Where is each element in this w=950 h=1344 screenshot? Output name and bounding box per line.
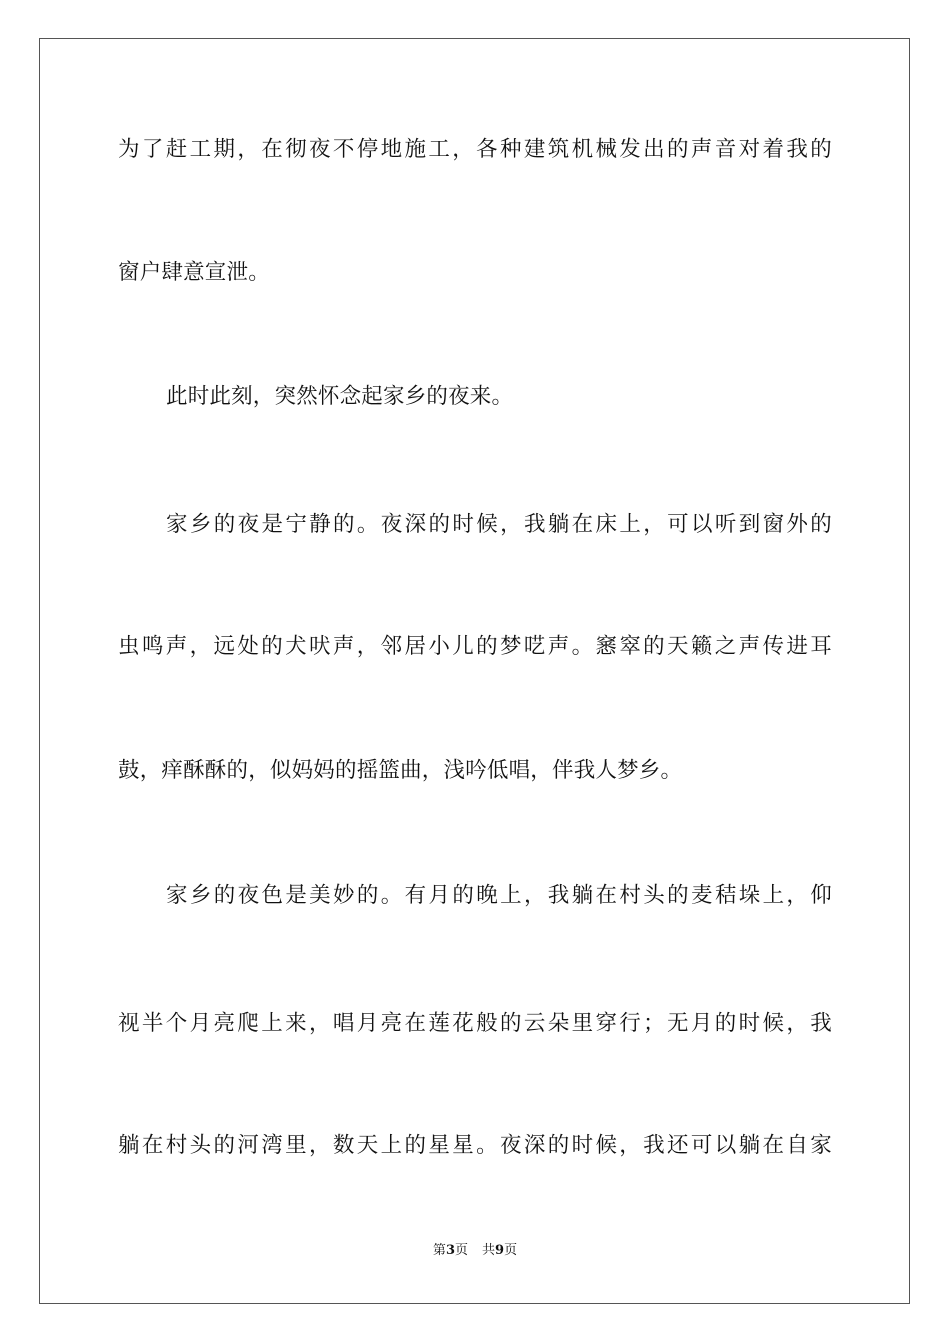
footer-total-suffix: 页: [504, 1243, 518, 1258]
footer-total-prefix: 共: [482, 1243, 496, 1258]
footer-page-suffix: 页: [454, 1243, 468, 1258]
text-line-2: 窗户肆意宣泄。: [118, 260, 270, 285]
footer-prefix: 第: [432, 1243, 446, 1258]
text-line-4: 家乡的夜是宁静的。夜深的时候，我躺在床上，可以听到窗外的: [166, 512, 832, 537]
footer-current-page: 3: [445, 1243, 455, 1258]
text-line-9: 躺在村头的河湾里，数天上的星星。夜深的时候，我还可以躺在自家: [118, 1133, 832, 1158]
footer-total-pages: 9: [495, 1243, 505, 1258]
page-frame: [39, 38, 910, 1304]
text-line-7: 家乡的夜色是美妙的。有月的晚上，我躺在村头的麦秸垛上，仰: [166, 883, 832, 908]
page-footer: [0, 1242, 950, 1260]
text-line-6: 鼓，痒酥酥的，似妈妈的摇篮曲，浅吟低唱，伴我人梦乡。: [118, 758, 683, 783]
text-line-3: 此时此刻，突然怀念起家乡的夜来。: [166, 384, 514, 409]
text-line-1: 为了赶工期，在彻夜不停地施工，各种建筑机械发出的声音对着我的: [118, 137, 832, 162]
text-line-5: 虫鸣声，远处的犬吠声，邻居小儿的梦呓声。窸窣的天籁之声传进耳: [118, 634, 832, 659]
text-line-8: 视半个月亮爬上来，唱月亮在莲花般的云朵里穿行；无月的时候，我: [118, 1011, 832, 1036]
